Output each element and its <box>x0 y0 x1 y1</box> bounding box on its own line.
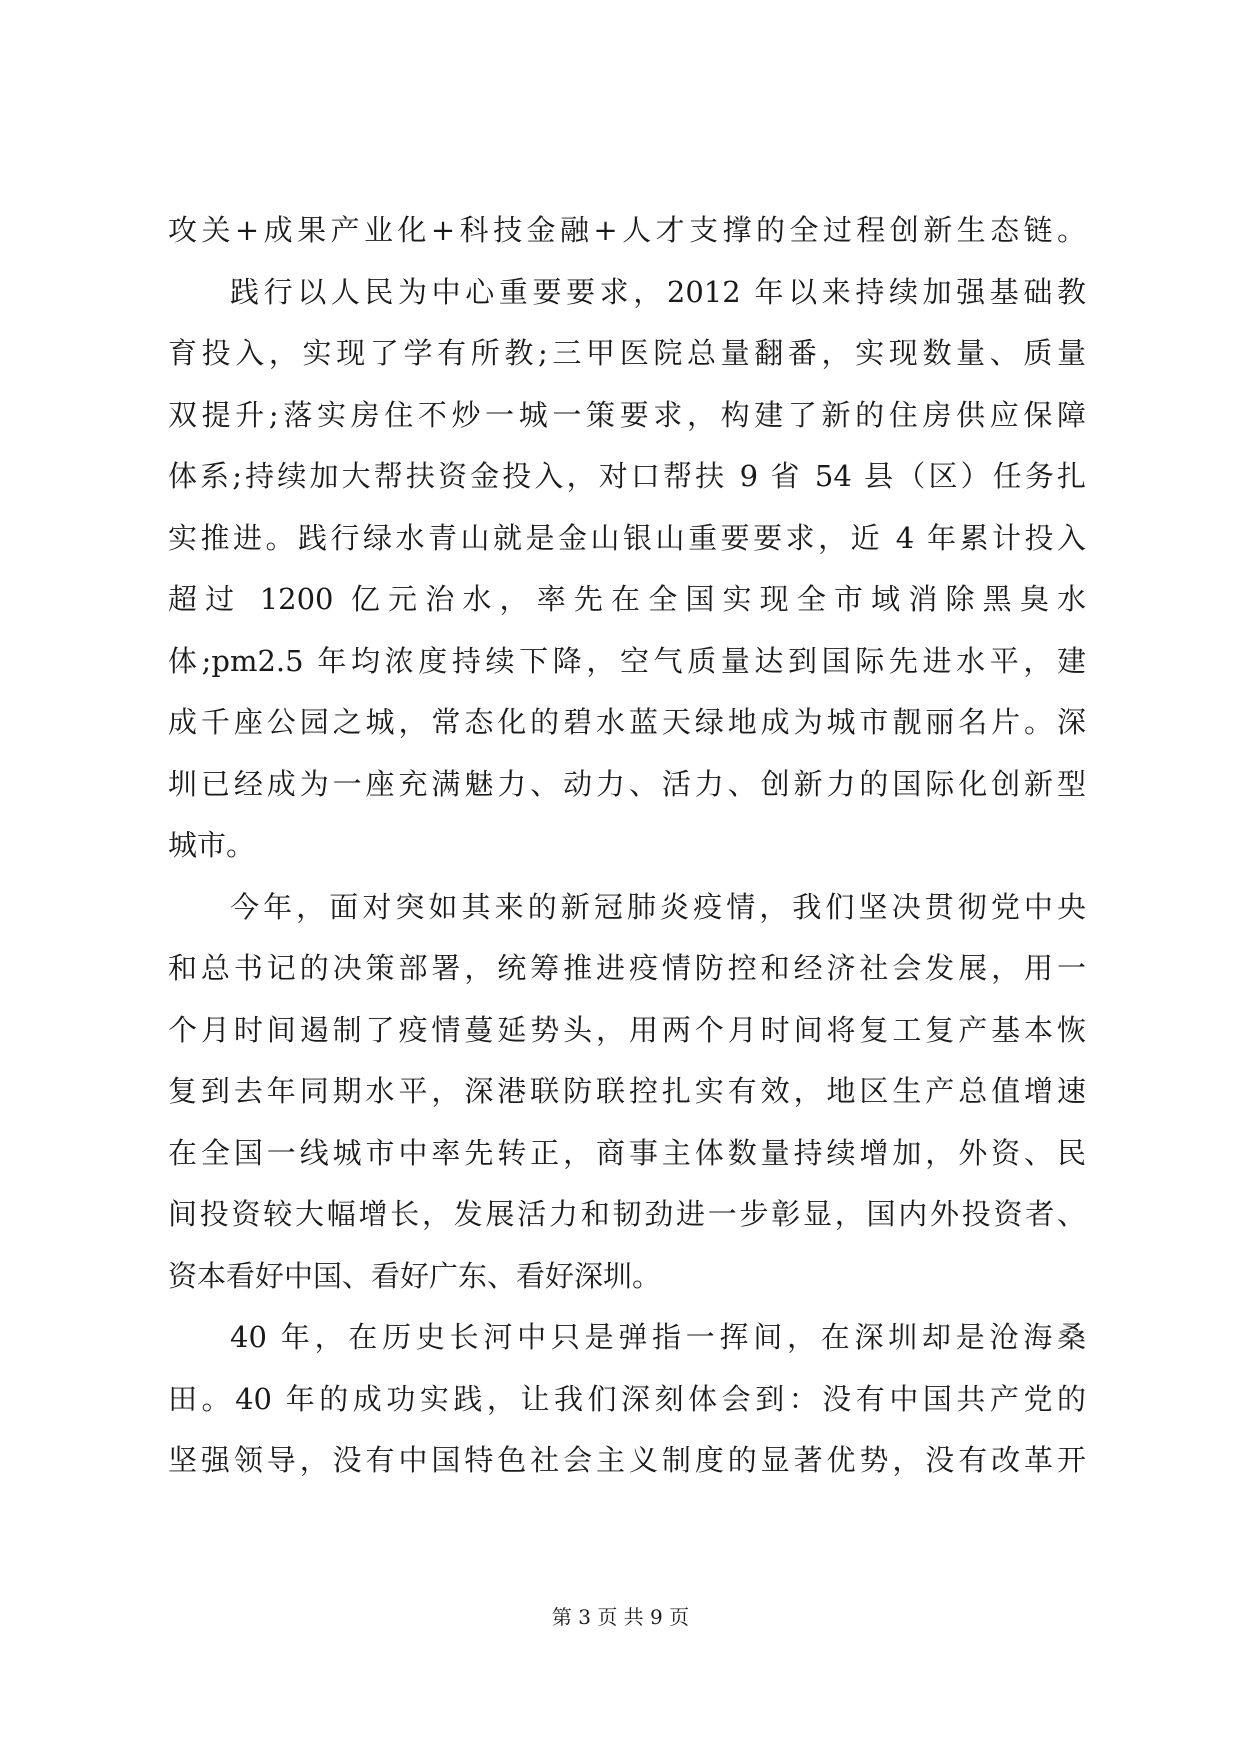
paragraph-start-line: 践行以人民为中心重要要求，2012 年以来持续加强基础教 <box>230 274 1086 309</box>
text-line: 体;pm2.5 年均浓度持续下降，空气质量达到国际先进水平，建 <box>168 643 1086 678</box>
text-line: 在全国一线城市中率先转正，商事主体数量持续增加，外资、民 <box>168 1135 1086 1170</box>
text-line: 体系;持续加大帮扶资金投入，对口帮扶 9 省 54 县（区）任务扎 <box>168 459 1086 493</box>
text-line: 实推进。践行绿水青山就是金山银山重要要求，近 4 年累计投入 <box>168 520 1086 555</box>
paragraph-start-line: 今年，面对突如其来的新冠肺炎疫情，我们坚决贯彻党中央 <box>230 889 1086 924</box>
paragraph-end-line: 资本看好中国、看好广东、看好深圳。 <box>168 1258 662 1293</box>
text-line: 育投入，实现了学有所教;三甲医院总量翻番，实现数量、质量 <box>168 336 1086 370</box>
text-line: 坚强领导，没有中国特色社会主义制度的显著优势，没有改革开 <box>168 1443 1086 1477</box>
text-line: 个月时间遏制了疫情蔓延势头，用两个月时间将复工复产基本恢 <box>168 1012 1086 1047</box>
page-number-footer: 第 3 页 共 9 页 <box>551 1605 690 1629</box>
text-line: 双提升;落实房住不炒一城一策要求，构建了新的住房供应保障 <box>168 397 1086 432</box>
text-line: 圳已经成为一座充满魅力、动力、活力、创新力的国际化创新型 <box>168 766 1086 801</box>
document-body <box>168 200 1086 1492</box>
text-line: 田。40 年的成功实践，让我们深刻体会到：没有中国共产党的 <box>168 1381 1086 1416</box>
text-line: 超过 1200 亿元治水，率先在全国实现全市域消除黑臭水 <box>168 582 1086 616</box>
paragraph-start-line: 40 年，在历史长河中只是弹指一挥间，在深圳却是沧海桑 <box>230 1320 1086 1354</box>
text-line: 攻关+成果产业化+科技金融+人才支撑的全过程创新生态链。 <box>168 213 1086 247</box>
text-line: 和总书记的决策部署，统筹推进疫情防控和经济社会发展，用一 <box>168 951 1086 985</box>
text-line: 成千座公园之城，常态化的碧水蓝天绿地成为城市靓丽名片。深 <box>168 705 1086 739</box>
text-line: 复到去年同期水平，深港联防联控扎实有效，地区生产总值增速 <box>168 1074 1086 1108</box>
paragraph-end-line: 城市。 <box>168 828 256 862</box>
text-line: 间投资较大幅增长，发展活力和韧劲进一步彰显，国内外投资者、 <box>168 1197 1086 1231</box>
